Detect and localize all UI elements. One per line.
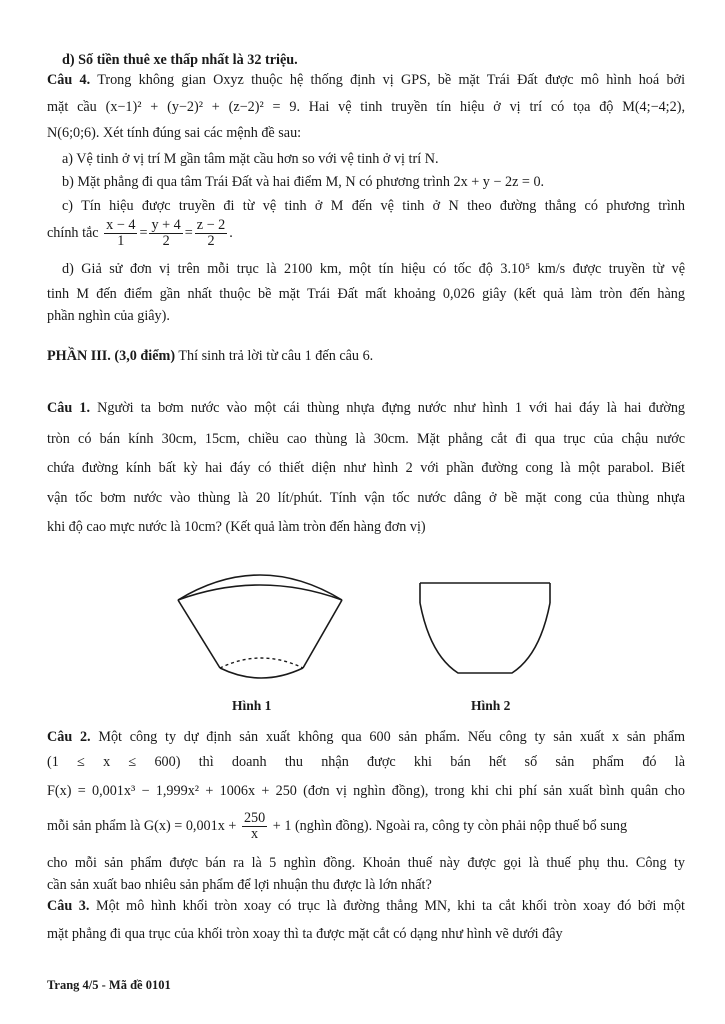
p3q3-line1: Câu 3. Một mô hình khối tròn xoay có trục là đường thẳng MN, khi ta cắt khối tròn xoay đó bởi một xyxy=(47,898,685,914)
q4-option-b: b) Mặt phẳng đi qua tâm Trái Đất và hai điểm M, N có phương trình 2x + y − 2z = 0. xyxy=(62,174,545,190)
bucket-right-side xyxy=(303,600,342,668)
q4-option-c-line1: c) Tín hiệu được truyền đi từ vệ tinh ở M đến vệ tinh ở N theo đường thẳng có phương trình xyxy=(62,198,685,214)
p3q1-line3: chứa đường kính bất kỳ hai đáy có thiết diện như hình 2 với phần đường cong là một parabol. Biết xyxy=(47,460,685,476)
figure-2-caption: Hình 2 xyxy=(471,698,511,713)
p3q3-line2: mặt phẳng đi qua trục của khối tròn xoay thì ta được mặt cắt có dạng như hình vẽ dưới đây xyxy=(47,926,563,942)
q4-line3: N(6;0;6). Xét tính đúng sai các mệnh đề sau: xyxy=(47,125,302,141)
figure-1-bucket xyxy=(170,560,350,690)
part3-heading: PHẦN III. (3,0 điểm) Thí sinh trả lời từ câu 1 đến câu 6. xyxy=(47,348,374,364)
p3q1-line5: khi độ cao mực nước là 10cm? (Kết quả làm tròn đến hàng đơn vị) xyxy=(47,519,426,535)
bucket-bottom-back xyxy=(220,658,303,668)
p3q1-line4: vận tốc bơm nước vào thùng là 20 lít/phút. Tính vận tốc nước dâng ở bề mặt cong của thùng nhựa xyxy=(47,490,685,506)
p3q2-line4: mỗi sản phẩm là G(x) = 0,001x + $\frac{250}{x}$ + 1 (nghìn đồng). Ngoài ra, công ty còn phải nộp thuế bổ sung xyxy=(47,810,628,843)
q4-option-a: a) Vệ tinh ở vị trí M gần tâm mặt cầu hơn so với vệ tinh ở vị trí N. xyxy=(62,151,439,167)
p3q2-line5: cho mỗi sản phẩm được bán ra là 5 nghìn đồng. Khoản thuế này được gọi là thuế phụ thu. Công ty xyxy=(47,855,685,871)
fraction-x: $\frac{x - 4}{1}$ xyxy=(106,217,136,250)
q4-line1: Câu 4. Trong không gian Oxyz thuộc hệ thống định vị GPS, bề mặt Trái Đất được mô hình hoá bởi xyxy=(47,72,686,88)
p3q2-line2: (1 ≤ x ≤ 600) thì doanh thu nhận được khi bán hết số sản phẩm đó là xyxy=(47,754,685,770)
bucket-bottom-front xyxy=(220,668,303,678)
q4-option-c-line2: chính tắc $\frac{x - 4}{1}$ = $\frac{y + 4}{2}$ = $\frac{z - 2}{2}$ . xyxy=(47,217,233,250)
bucket-left-side xyxy=(178,600,220,668)
cross-section-parabola xyxy=(420,603,550,673)
p3q2-line3: F(x) = 0,001x³ − 1,999x² + 1006x + 250 (đơn vị nghìn đồng), trong khi chi phí sản xuất bình quân cho xyxy=(47,783,685,799)
figure-2-cross-section xyxy=(410,575,560,685)
fraction-y: $\frac{y + 4}{2}$ xyxy=(151,217,181,250)
q4-option-d-line2: tinh M đến điểm gần nhất thuộc bề mặt Trái Đất mất khoảng 0,026 giây (kết quả làm tròn đến hàng xyxy=(47,286,685,302)
q3-option-d: d) Số tiền thuê xe thấp nhất là 32 triệu. xyxy=(62,52,298,68)
q4-line2: mặt cầu (x−1)² + (y−2)² + (z−2)² = 9. Hai vệ tinh truyền tín hiệu ở vị trí có tọa độ M(4;−4;2), xyxy=(47,99,685,115)
fraction-z: $\frac{z - 2}{2}$ xyxy=(196,217,226,250)
q4-option-d-line3: phần nghìn của giây). xyxy=(47,308,170,324)
q4-option-d-line1: d) Giả sử đơn vị trên mỗi trục là 2100 km, một tín hiệu có tốc độ 3.10⁵ km/s được truyền từ vệ xyxy=(62,261,685,277)
p3q2-line1: Câu 2. Một công ty dự định sản xuất không qua 600 sản phẩm. Nếu công ty sản xuất x sản phẩm xyxy=(47,729,686,745)
p3q1-line2: tròn có bán kính 30cm, 15cm, chiều cao thùng là 30cm. Mặt phẳng cắt đi qua trục của chậu nước xyxy=(47,431,685,447)
bucket-top-rim xyxy=(178,575,342,600)
p3q2-line6: cần sản xuất bao nhiêu sản phẩm để lợi nhuận thu được là lớn nhất? xyxy=(47,877,432,893)
p3q1-line1: Câu 1. Người ta bơm nước vào một cái thùng nhựa đựng nước như hình 1 với hai đáy là hai đường xyxy=(47,400,686,416)
figure-1-caption: Hình 1 xyxy=(232,698,272,713)
page-footer: Trang 4/5 - Mã đề 0101 xyxy=(47,978,171,992)
fraction-250-over-x: $\frac{250}{x}$ xyxy=(243,810,266,843)
